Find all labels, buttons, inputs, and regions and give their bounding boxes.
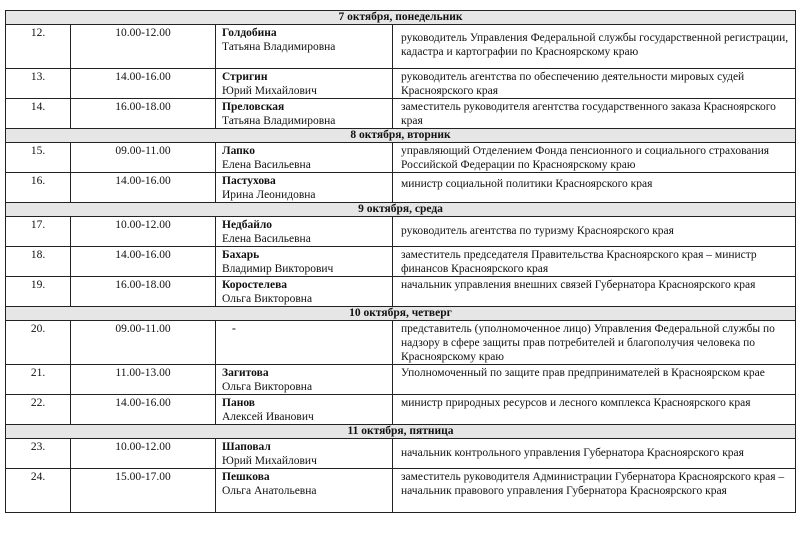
position-title: заместитель председателя Правительства Красноярского края – министр финансов Красноярского края — [393, 247, 796, 277]
day-header: 8 октября, вторник — [6, 129, 796, 143]
time-slot: 16.00-18.00 — [71, 99, 216, 129]
time-slot: 10.00-12.00 — [71, 439, 216, 469]
first-name: Ольга Анатольевна — [222, 485, 317, 497]
row-number: 21. — [6, 365, 71, 395]
table-row — [6, 439, 796, 469]
person-name — [216, 277, 393, 307]
schedule-body — [6, 11, 796, 513]
time-slot: 09.00-11.00 — [71, 143, 216, 173]
schedule-table — [5, 10, 796, 513]
table-row — [6, 143, 796, 173]
row-number: 20. — [6, 321, 71, 365]
day-header: 7 октября, понедельник — [6, 11, 796, 25]
row-number: 14. — [6, 99, 71, 129]
row-number: 15. — [6, 143, 71, 173]
first-name: Юрий Михайлович — [222, 455, 317, 467]
last-name: Панов — [222, 397, 255, 409]
person-name — [216, 395, 393, 425]
position-title: начальник контрольного управления Губернатора Красноярского края — [393, 439, 796, 469]
position-title: министр социальной политики Красноярского края — [393, 173, 796, 203]
person-name — [216, 247, 393, 277]
time-slot: 14.00-16.00 — [71, 69, 216, 99]
person-name — [216, 469, 393, 513]
time-slot: 15.00-17.00 — [71, 469, 216, 513]
row-number: 18. — [6, 247, 71, 277]
row-number: 12. — [6, 25, 71, 69]
person-name — [216, 25, 393, 69]
last-name: Преловская — [222, 101, 285, 113]
person-name — [216, 173, 393, 203]
time-slot: 14.00-16.00 — [71, 247, 216, 277]
time-slot: 09.00-11.00 — [71, 321, 216, 365]
first-name: Ольга Викторовна — [222, 293, 313, 305]
table-row — [6, 365, 796, 395]
person-name — [216, 69, 393, 99]
last-name: Пастухова — [222, 175, 276, 187]
person-name — [216, 217, 393, 247]
position-title: руководитель агентства по обеспечению деятельности мировых судей Красноярского края — [393, 69, 796, 99]
table-row — [6, 69, 796, 99]
day-header-row — [6, 307, 796, 321]
table-row — [6, 173, 796, 203]
person-name — [216, 99, 393, 129]
first-name: Ольга Викторовна — [222, 381, 313, 393]
person-name — [216, 439, 393, 469]
person-name — [216, 365, 393, 395]
last-name: Коростелева — [222, 279, 288, 291]
first-name: Татьяна Владимировна — [222, 115, 336, 127]
position-title: представитель (уполномоченное лицо) Управления Федеральной службы по надзору в сфере защиты прав потребителей и благополучия человека по Красноярскому краю — [393, 321, 796, 365]
first-name: Елена Васильевна — [222, 159, 311, 171]
last-name: Недбайло — [222, 219, 273, 231]
row-number: 17. — [6, 217, 71, 247]
person-name — [216, 143, 393, 173]
day-header: 10 октября, четверг — [6, 307, 796, 321]
row-number: 13. — [6, 69, 71, 99]
time-slot: 14.00-16.00 — [71, 173, 216, 203]
last-name: - — [232, 323, 236, 335]
table-row — [6, 321, 796, 365]
day-header-row — [6, 129, 796, 143]
day-header: 11 октября, пятница — [6, 425, 796, 439]
day-header-row — [6, 203, 796, 217]
table-row — [6, 99, 796, 129]
row-number: 22. — [6, 395, 71, 425]
row-number: 19. — [6, 277, 71, 307]
position-title: начальник управления внешних связей Губернатора Красноярского края — [393, 277, 796, 307]
time-slot: 14.00-16.00 — [71, 395, 216, 425]
position-title: управляющий Отделением Фонда пенсионного и социального страхования Российской Федерации по Красноярскому краю — [393, 143, 796, 173]
first-name: Ирина Леонидовна — [222, 189, 316, 201]
time-slot: 10.00-12.00 — [71, 217, 216, 247]
position-title: заместитель руководителя агентства государственного заказа Красноярского края — [393, 99, 796, 129]
person-name — [216, 321, 393, 365]
last-name: Лапко — [222, 145, 256, 157]
position-title: заместитель руководителя Администрации Губернатора Красноярского края – начальник правового управления Губернатора Красноярского края — [393, 469, 796, 513]
position-title: руководитель агентства по туризму Красноярского края — [393, 217, 796, 247]
time-slot: 16.00-18.00 — [71, 277, 216, 307]
first-name: Владимир Викторович — [222, 263, 334, 275]
first-name: Татьяна Владимировна — [222, 41, 336, 53]
last-name: Пешкова — [222, 471, 270, 483]
first-name: Елена Васильевна — [222, 233, 311, 245]
position-title: Уполномоченный по защите прав предпринимателей в Красноярском крае — [393, 365, 796, 395]
last-name: Стригин — [222, 71, 268, 83]
table-row — [6, 217, 796, 247]
last-name: Загитова — [222, 367, 269, 379]
first-name: Юрий Михайлович — [222, 85, 317, 97]
table-row — [6, 395, 796, 425]
day-header-row — [6, 11, 796, 25]
row-number: 23. — [6, 439, 71, 469]
time-slot: 11.00-13.00 — [71, 365, 216, 395]
table-row — [6, 25, 796, 69]
day-header: 9 октября, среда — [6, 203, 796, 217]
row-number: 16. — [6, 173, 71, 203]
position-title: министр природных ресурсов и лесного комплекса Красноярского края — [393, 395, 796, 425]
first-name: Алексей Иванович — [222, 411, 314, 423]
last-name: Бахарь — [222, 249, 260, 261]
day-header-row — [6, 425, 796, 439]
last-name: Голдобина — [222, 27, 277, 39]
table-row — [6, 247, 796, 277]
table-row — [6, 277, 796, 307]
row-number: 24. — [6, 469, 71, 513]
table-row — [6, 469, 796, 513]
time-slot: 10.00-12.00 — [71, 25, 216, 69]
last-name: Шаповал — [222, 441, 271, 453]
position-title: руководитель Управления Федеральной службы государственной регистрации, кадастра и картографии по Красноярскому краю — [393, 25, 796, 69]
